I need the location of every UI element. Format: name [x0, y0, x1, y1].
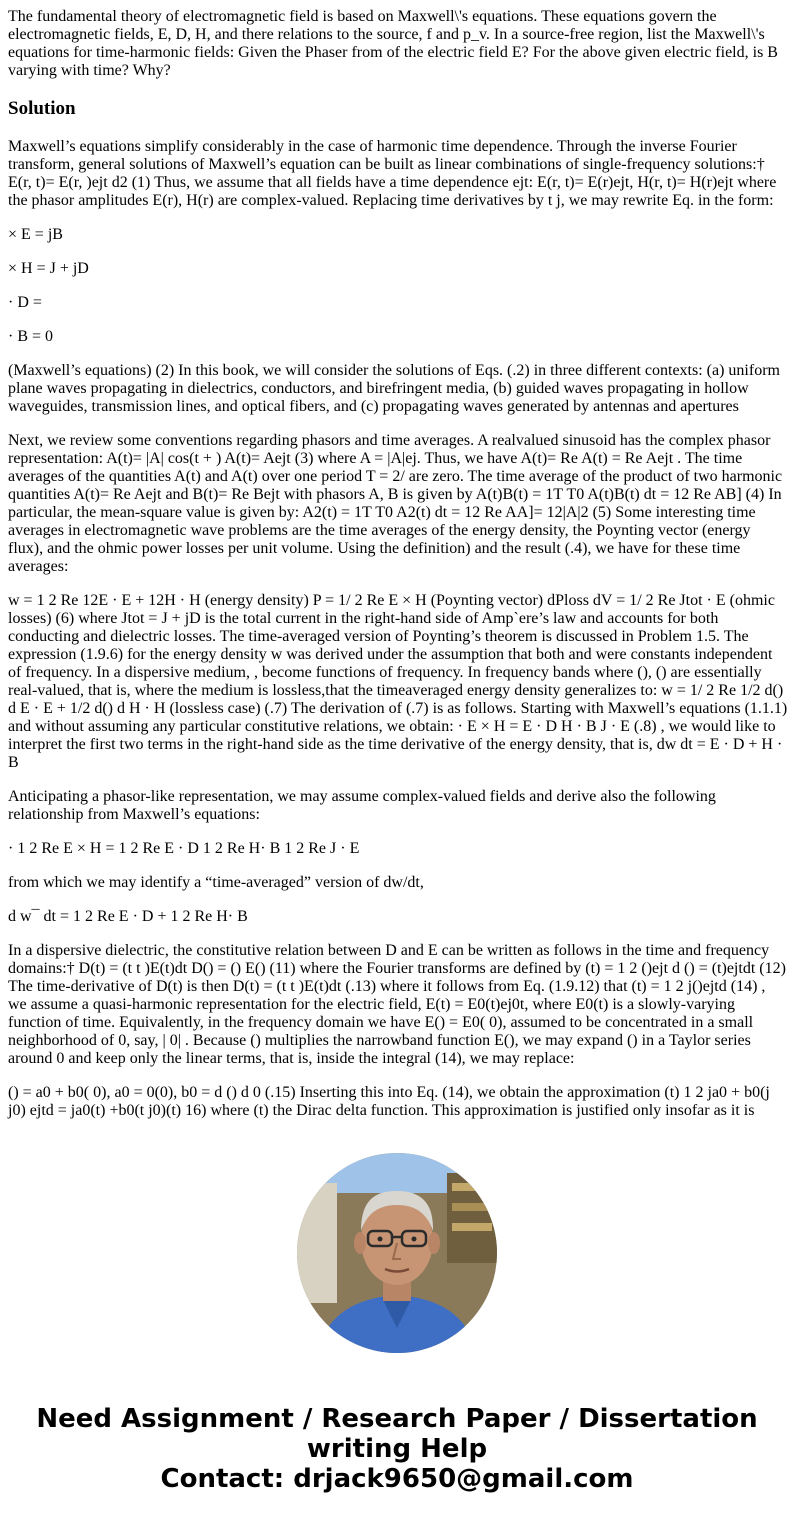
equation-curl-h: × H = J + jD	[8, 260, 89, 277]
solution-paragraph-1: Maxwell’s equations simplify considerably in the case of harmonic time dependence. Through the inverse Fourier transform, general solutions of Maxwell’s equation can be built as linear combinations of single-frequency solutions:† E(r, t)= E(r, )ejt d2 (1) Thus, we assume that all fields have a time dependence ejt: E(r, t)= E(r)ejt, H(r, t)= H(r)ejt where the phasor amplitudes E(r), H(r) are complex-valued. Replacing time derivatives by t j, we may rewrite Eq. in the form:	[8, 138, 777, 209]
solution-paragraph-2: (Maxwell’s equations) (2) In this book, we will consider the solutions of Eqs. (.2) in three different contexts: (a) uniform plane waves propagating in dielectrics, conductors, and birefringent media, (b) guided waves propagating in hollow waveguides, transmission lines, and optical fibers, and (c) propagating waves generated by antennas and apertures	[8, 362, 780, 415]
author-avatar	[297, 1153, 497, 1353]
solution-heading: Solution	[8, 98, 76, 119]
author-portrait-image	[297, 1153, 497, 1353]
solution-paragraph-9: In a dispersive dielectric, the constitutive relation between D and E can be written as follows in the time and frequency domains:† D(t) = (t t )E(t)dt D() = () E() (11) where the Fourier transforms are defined by (t) = 1 2 ()ejt d () = (t)ejtdt (12) The time-derivative of D(t) is then D(t) = (t t )E(t)dt (.13) where it follows from Eq. (1.9.12) that (t) = 1 2 j()ejtd (14) , we assume a quasi-harmonic representation for the electric field, E(t) = E0(t)ej0t, where E0(t) is a slowly-varying function of time. Equivalently, in the frequency domain we have E() = E0( 0), assumed to be concentrated in a small neighborhood of 0, say, | 0| . Because () multiplies the narrowband function E(), we may expand () in a Taylor series around 0 and keep only the linear terms, that is, inside the integral (14), we may replace:	[8, 942, 786, 1067]
promo-contact-line: Contact: drjack9650@gmail.com	[160, 1464, 634, 1494]
solution-paragraph-4: w = 1 2 Re 12E · E + 12H · H (energy density) P = 1/ 2 Re E × H (Poynting vector) dPloss dV = 1/ 2 Re Jtot · E (ohmic losses) (6) where Jtot = J + jD is the total current in the right-hand side of Amp`ere’s law and accounts for both conducting and dielectric losses. The time-averaged version of Poynting’s theorem is discussed in Problem 1.5. The expression (1.9.6) for the energy density w was derived under the assumption that both and were constants independent of frequency. In a dispersive medium, , become functions of frequency. In frequency bands where (), () are essentially real-valued, that is, where the medium is lossless,that the timeaveraged energy density generalizes to: w = 1/ 2 Re 1/2 d() d E · E + 1/2 d() d H · H (lossless case) (.7) The derivation of (.7) is as follows. Starting with Maxwell’s equations (1.1.1) and without assuming any particular constitutive relations, we obtain: · E × H = E · D H · B J · E (.8) , we would like to interpret the first two terms in the right-hand side as the time derivative of the energy density, that is, dw dt = E · D + H · B	[8, 592, 788, 771]
promo-banner	[0, 1404, 794, 1494]
article-body	[8, 8, 788, 1136]
solution-equation-8: d w¯ dt = 1 2 Re E · D + 1 2 Re H· B	[8, 908, 248, 925]
solution-paragraph-3: Next, we review some conventions regarding phasors and time averages. A realvalued sinusoid has the complex phasor representation: A(t)= |A| cos(t + ) A(t)= Aejt (3) where A = |A|ej. Thus, we have A(t)= Re A(t) = Re Aejt . The time averages of the quantities A(t) and A(t) over one period T = 2/ are zero. The time average of the product of two harmonic quantities A(t)= Re Aejt and B(t)= Re Bejt with phasors A, B is given by A(t)B(t) = 1T T0 A(t)B(t) dt = 12 Re AB] (4) In particular, the mean-square value is given by: A2(t) = 1T T0 A2(t) dt = 12 Re AA]= 12|A|2 (5) Some interesting time averages in electromagnetic wave problems are the time averages of the energy density, the Poynting vector (energy flux), and the ohmic power losses per unit volume. Using the definition) and the result (.4), we have for these time averages:	[8, 432, 783, 575]
equation-div-b: · B = 0	[8, 328, 54, 345]
equation-curl-e: × E = jB	[8, 226, 63, 243]
solution-paragraph-7: from which we may identify a “time-averaged” version of dw/dt,	[8, 874, 424, 891]
question-text: The fundamental theory of electromagnetic field is based on Maxwell\'s equations. These equations govern the electromagnetic fields, E, D, H, and there relations to the source, f and p_v. In a source-free region, list the Maxwell\'s equations for time-harmonic fields: Given the Phaser from of the electric field E? For the above given electric field, is B varying with time? Why?	[8, 8, 778, 79]
solution-equation-6: · 1 2 Re E × H = 1 2 Re E · D 1 2 Re H· B 1 2 Re J · E	[8, 840, 360, 857]
solution-paragraph-5: Anticipating a phasor-like representation, we may assume complex-valued fields and derive also the following relationship from Maxwell’s equations:	[8, 788, 716, 823]
solution-paragraph-10: () = a0 + b0( 0), a0 = 0(0), b0 = d () d 0 (.15) Inserting this into Eq. (14), we obtain the approximation (t) 1 2 ja0 + b0(j j0) ejtd = ja0(t) +b0(t j0)(t) 16) where (t) the Dirac delta function. This approximation is justified only insofar as it is	[8, 1084, 770, 1119]
promo-line-1: Need Assignment / Research Paper / Dissertation	[36, 1404, 758, 1434]
promo-line-2: writing Help	[306, 1434, 488, 1464]
equation-div-d: · D =	[8, 294, 42, 311]
